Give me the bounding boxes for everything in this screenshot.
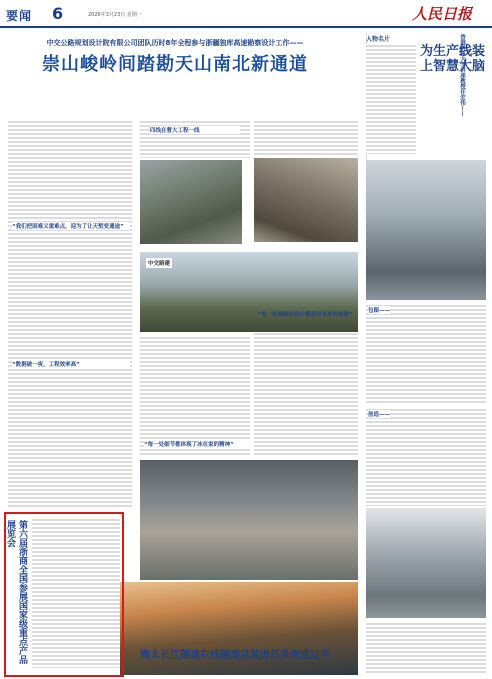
subhead-1: “我们把困难又重难点，迎为了让天堑变通途” (12, 222, 130, 230)
photo-portrait (366, 160, 486, 300)
photo-surveyors-mountain (140, 160, 242, 244)
lead-kicker: 中交公路规划设计院有限公司团队历时8年全程参与浙疆独库高速勘察设计工作—— (46, 39, 304, 47)
page-number: 6 (52, 4, 64, 23)
right-text-3 (366, 622, 486, 674)
bottom-headline: 海太长江隧道右线隧道总装进任务完成过半 (140, 650, 330, 661)
subhead-4: “每一处细节都体现了冰在家的精神” (144, 440, 254, 448)
lead-headline: 崇山峻岭间踏勘天山南北新通道 (42, 54, 308, 75)
right-headline: 为生产线装上智慧大脑 (420, 44, 486, 74)
box-vertical-title: 第六届浙商全国参展国家级重点产品展览会 (5, 520, 27, 664)
text-column-1 (8, 120, 132, 508)
box-text (32, 518, 120, 668)
photo-construction-site (140, 460, 358, 580)
right-section-2: 创造—— (368, 412, 391, 418)
photo-engineers-field (254, 158, 358, 242)
issue-date: 2026年3月23日 星期一 (88, 12, 142, 18)
text-column-3 (140, 336, 250, 456)
subhead-3: 四线在曹大工程一线 (150, 126, 240, 134)
right-section-1: 包图—— (368, 308, 391, 314)
photo-factory (366, 508, 486, 618)
section-label: 要闻 (6, 9, 33, 23)
header-rule (0, 26, 492, 28)
pull-quote: “每一处细致的设计都是对未来的承诺” (257, 312, 353, 318)
subhead-2: “数据破一夜，工程效率高” (12, 360, 130, 368)
masthead-logo: 人民日报 (411, 5, 472, 23)
right-profile-text (366, 44, 416, 154)
text-column-4 (254, 120, 358, 156)
right-text-1 (366, 304, 486, 404)
right-text-2 (366, 408, 486, 506)
right-deck: 香港科技大学讲座教授任宏伟—— (459, 34, 465, 117)
photo-mountain-road (140, 252, 358, 332)
text-column-5 (254, 332, 358, 456)
photo-label: 中交路建 (146, 258, 172, 268)
page-header (0, 0, 492, 34)
right-kicker: 人物名片 (366, 36, 391, 43)
